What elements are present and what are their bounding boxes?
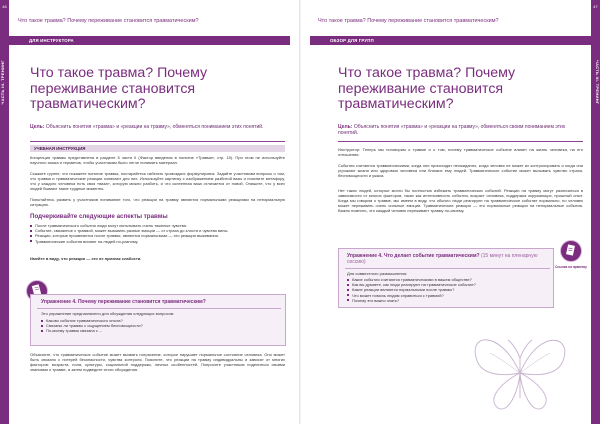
right-exercise-intro: Для совместного размышления: [347,271,407,276]
left-exercise-divider [37,308,281,309]
left-exercise-title: Упражнение 4. Почему переживание становится травматическим? [41,299,206,305]
list-item: Почему это важно знать? [347,298,552,303]
left-subheading: Подчеркивайте следующие аспекты травмы [30,213,168,220]
left-instruction-label: УЧЕБНАЯ ИНСТРУКЦИЯ [34,146,86,152]
right-aim [338,124,583,136]
list-item: По-моему травма связана с ... [41,328,281,333]
left-aim [30,124,280,130]
right-page-title: Что такое травма? Почему переживание становится травматическим? [338,65,516,112]
list-item: Событие, связанное с травмой, может вызывать разные эмоции — от страха до злости и чувства вины. [30,228,285,233]
document-icon [561,241,580,260]
left-section-bar [9,36,290,45]
left-exercise-list [41,318,281,334]
right-paragraph-2: События считаются травматическими, когда они происходят неожиданно, когда человек не может их контролировать и когда они угрожают жизни или здоровью человека или близких ему людей. Травматическое событие может вызывать чувство страха, беспомощности и ужаса. [338,163,583,179]
right-running-head: Что такое травма? Почему переживание становится травматическим? [318,18,499,24]
right-page-number: 47 [593,4,598,9]
left-instruction-bar [30,145,285,152]
left-paragraph-3: Попытайтесь развить у участников понимание того, что реакции на травму являются нормальными реакциями на ненормальную ситуацию. [30,197,285,208]
right-exercise-title [347,253,552,265]
left-paragraph-2: Скажите группе, что покажете понятие травмы, постарайтесь избегать громоздких формулировок. Задайте участникам вопросы о том, что травма и травматические реакции означают для них. Используйте картинку с изображением разбитой вазы и поясните метафору, что у каждого человека есть своя «ваза», которую можно разбить, и что склеенная ваза отличается от новой. Опишите, что у всех людей бывают такие трудные моменты. [30,171,285,192]
right-exercise-list [347,277,552,303]
list-item: Какие события считаются травматическими в вашем обществе? [347,277,552,282]
left-paragraph-1: Концепция травмы представлена в разделе 5 части II (Фактор введения в понятие «Травма», стр. 15). При этом не используйте научного языка и терминов, чтобы участникам было легче понимать материал. [30,155,285,166]
butterfly-illustration [460,318,580,418]
right-practice-badge [560,240,582,262]
left-aim-label: Цель: [30,124,45,130]
left-exercise-intro: Это упражнение предназначено для обсуждения следующих вопросов: [41,311,175,316]
right-exercise-title-text: Упражнение 4. Что делает событие травматическим? [347,253,480,259]
right-aim-text: Объяснить понятия «травма» и «реакции на травму», обменяться своим пониманием этих понятий. [338,124,566,137]
left-page-title: Что такое травма? Почему переживание становится травматическим? [30,65,208,112]
right-exercise-note: (15 минут на пленарную сессию) [347,253,538,265]
list-item: Что может помочь людям справиться с травмой? [347,293,552,298]
left-side-strip [0,0,9,424]
left-bar-label: ДЛЯ ИНСТРУКТОРА [29,38,74,44]
left-note: Имейте в виду, что реакции — это не признак слабости. [30,256,142,261]
left-exercise-box [30,294,286,346]
left-aim-text: Объяснить понятия «травма» и «реакции на травму», обменяться пониманием этих понятий. [45,124,264,130]
left-aspects-list [30,223,285,244]
right-side-strip [591,0,600,424]
page-fold [299,0,301,424]
list-item: Травматические события влияют на людей по-разному. [30,239,285,244]
left-page-number: 46 [2,4,7,9]
left-paragraph-4: Объясните, что травматическое событие может вызвать потрясение, которое нарушает нормальное состояние человека. Оно может быть связано с потерей безопасности, чувства контроля. Поясните, что реакции на травму индивидуальны и зависят от многих факторов: возраста, пола, культуры, социальной поддержки, личных особенностей. Попросите участников поделиться своими знаниями о травме, а затем подведите итоги обсуждения. [30,352,285,373]
left-aim-rule [30,141,285,142]
right-paragraph-3: Нет таких людей, которые могли бы полностью избежать травматических событий. Реакции на травму могут различаться в зависимости от многих факторов, таких как интенсивность события, возраст человека, поддержка окружающих, прошлый опыт. Когда мы говорим о травме, мы имеем в виду, что обычно люди реагируют на травматическое событие нормально, но человек может переживать очень сильные эмоции. Травматические реакции — это нормальные реакции на ненормальные события. Важно помнить, что каждый человек переживает травму по-своему. [338,188,583,214]
right-aim-rule [338,141,583,142]
right-side-label: ЧАСТЬ III. ТРЕНИНГ [595,60,600,105]
right-paragraph-1: Инструктор: Теперь мы поговорим о травме и о том, почему травматическое событие влияет на жизнь человека, на его отношения. [338,147,583,158]
left-running-head: Что такое травма? Почему переживание становится травматическим? [18,18,199,24]
right-aim-label: Цель: [338,124,353,130]
list-item: Реакции, которые проявляются после травмы, являются нормальными — это реакции выживания. [30,233,285,238]
right-bar-label: ОБЗОР ДЛЯ ГРУПП [330,38,374,44]
right-badge-label: Ссылка на практику [555,265,587,269]
left-side-label: ЧАСТЬ III. ТРЕНИНГ [0,60,5,105]
right-exercise-box [338,248,554,308]
list-item: После травматического события люди могут испытывать очень тяжелые чувства. [30,223,285,228]
right-exercise-divider [345,268,550,269]
list-item: Как вы думаете, как люди реагируют на травматическое событие? [347,282,552,287]
list-item: Какие реакции являются нормальными после травмы? [347,287,552,292]
list-item: Связаны ли травмы с ощущением беспомощности? [41,323,281,328]
list-item: Каково событие травматического опыта? [41,318,281,323]
right-section-bar [310,36,591,45]
